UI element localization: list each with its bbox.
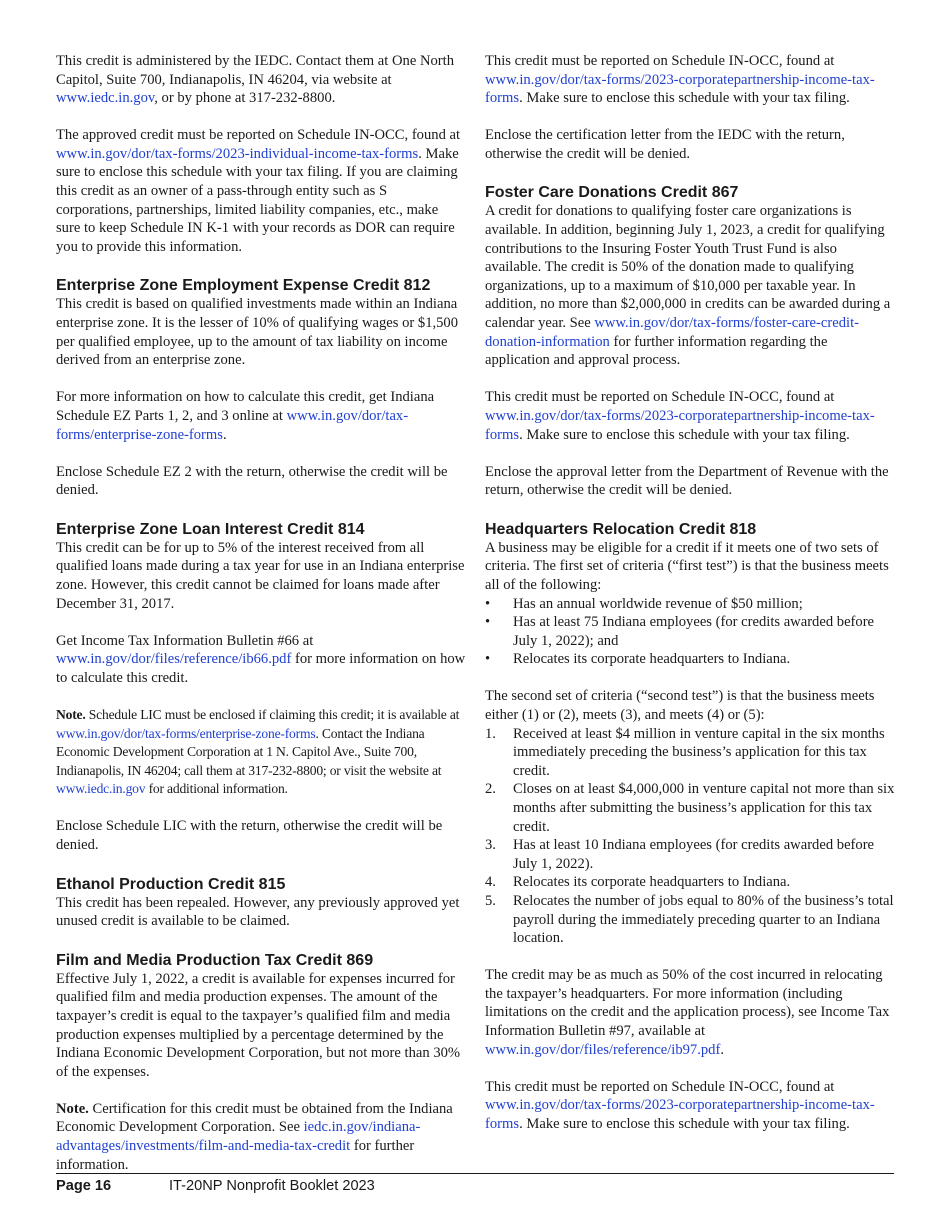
foster-care-link[interactable]: www.in.gov/dor/tax-forms/foster-care-credit-donation-information	[485, 315, 859, 350]
top-report-paragraph	[485, 52, 895, 108]
iedc-link-2[interactable]: www.iedc.in.gov	[56, 781, 146, 797]
text: Certification for this credit must be obtained from the Indiana Economic Development Corporation. See	[56, 1100, 453, 1136]
page-number: Page 16	[56, 1178, 112, 1194]
foster-p1	[485, 202, 895, 369]
text: This credit must be reported on Schedule IN-OCC, found at	[485, 53, 835, 69]
text: The approved credit must be reported on Schedule IN-OCC, found at	[56, 127, 461, 144]
text: for more information on how to calculate this credit.	[56, 651, 466, 686]
list-item	[485, 892, 895, 948]
text: Relocates its corporate headquarters to Indiana.	[513, 874, 791, 891]
text: . Make sure to enclose this schedule with your tax filing.	[519, 1115, 850, 1132]
text: Get Income Tax Information Bulletin #66 at	[56, 632, 314, 649]
text: Schedule LIC must be enclosed if claiming this credit; it is available at	[85, 706, 460, 722]
list-item	[485, 780, 895, 836]
corporate-partnership-forms-link-2[interactable]: www.in.gov/dor/tax-forms/2023-corporatepartnership-income-tax-forms	[485, 407, 875, 443]
ez-employment-p3: Enclose Schedule EZ 2 with the return, otherwise the credit will be denied.	[56, 463, 448, 499]
text: . Contact the Indiana Economic Development Corporation at 1 N. Capitol Ave., Suite 700, Indianapolis, IN 46204; call them at 317-232-8800; or visit the website at	[56, 725, 442, 778]
ib97-link[interactable]: www.in.gov/dor/files/reference/ib97.pdf	[485, 1041, 721, 1058]
text: This credit must be reported on Schedule IN-OCC, found at	[485, 1078, 835, 1095]
text: This credit is administered by the IEDC. Contact them at One North Capitol, Suite 700, Indianapolis, IN 46204, via website at	[56, 53, 454, 88]
hq-p2: The second set of criteria (“second test”) is that the business meets either (1) or (2), meets (3), and meets (4) or (5):	[485, 688, 875, 724]
ez-loan-note	[56, 706, 466, 799]
foster-heading: Foster Care Donations Credit 867	[485, 184, 739, 202]
note-label: Note.	[56, 706, 86, 722]
enterprise-zone-forms-link[interactable]: www.in.gov/dor/tax-forms/enterprise-zone-forms	[56, 407, 409, 443]
list-item	[485, 595, 895, 614]
corporate-partnership-forms-link[interactable]: www.in.gov/dor/tax-forms/2023-corporatepartnership-income-tax-forms	[485, 71, 875, 107]
film-note	[56, 1100, 466, 1174]
text: , or by phone at 317-232-8800.	[154, 90, 336, 107]
page-footer	[56, 1177, 375, 1195]
ez-loan-p1: This credit can be for up to 5% of the interest received from all qualified loans made during a tax year for use in an Indiana enterprise zone. However, this credit cannot be claimed for loans made after December 31, 2017.	[56, 539, 465, 612]
hq-p1: A business may be eligible for a credit if it meets one of two sets of criteria. The first set of criteria (“first test”) is that the business meets all of the following:	[485, 539, 889, 593]
text: for additional information.	[145, 781, 288, 797]
bullet-icon: •	[485, 614, 491, 631]
list-item	[485, 836, 895, 873]
second-test-list	[485, 725, 895, 948]
hq-p3	[485, 966, 895, 1059]
text: The credit may be as much as 50% of the cost incurred in relocating the taxpayer’s headquarters. For more information (including limitations on the credit and the application process), see Income Tax Information Bulletin #97, available at	[485, 967, 890, 1040]
ez-employment-p1: This credit is based on qualified investments made within an Indiana enterprise zone. It is the lesser of 10% of qualifying wages or $1,500 per qualified employee, up to the amount of tax liability on income derived from an enterprise zone.	[56, 296, 459, 369]
left-column	[56, 52, 466, 1193]
number: 2.	[485, 781, 496, 798]
number: 5.	[485, 892, 496, 909]
foster-p3: Enclose the approval letter from the Department of Revenue with the return, otherwise the credit will be denied.	[485, 463, 889, 499]
booklet-title: IT-20NP Nonprofit Booklet 2023	[169, 1178, 375, 1194]
text: for further information regarding the application and approval process.	[485, 333, 828, 369]
iedc-admin-paragraph	[56, 52, 466, 108]
list-item	[485, 613, 895, 650]
text: This credit must be reported on Schedule IN-OCC, found at	[485, 389, 835, 406]
hq-heading: Headquarters Relocation Credit 818	[485, 520, 757, 538]
text: Has at least 75 Indiana employees (for credits awarded before July 1, 2022); and	[513, 614, 875, 649]
ethanol-p1: This credit has been repealed. However, any previously approved yet unused credit is available to be claimed.	[56, 894, 460, 930]
list-item	[485, 650, 895, 669]
list-item	[485, 725, 895, 781]
text: A credit for donations to qualifying foster care organizations is available. In addition, beginning July 1, 2023, a credit for qualifying contributions to the Insuring Foster Youth Trust Fund is also available. The credit is 50% of the donation made to qualifying organizations, up to a maximum of $10,000 per taxable year. In addition, no more than $2,000,000 in credits can be awarded during a calendar year. See	[485, 203, 891, 332]
text: Has at least 10 Indiana employees (for credits awarded before July 1, 2022).	[513, 837, 875, 872]
right-column	[485, 52, 895, 1152]
note-label: Note.	[56, 1100, 89, 1117]
film-heading: Film and Media Production Tax Credit 869	[56, 951, 374, 969]
text: . Make sure to enclose this schedule with your tax filing.	[519, 426, 850, 443]
footer-divider	[56, 1173, 894, 1174]
ez-loan-p2	[56, 632, 466, 688]
text: . Make sure to enclose this schedule with your tax filing.	[519, 90, 850, 107]
bullet-icon: •	[485, 595, 491, 612]
enterprise-zone-forms-link-2[interactable]: www.in.gov/dor/tax-forms/enterprise-zone-forms	[56, 725, 316, 741]
ez-employment-p2	[56, 388, 466, 444]
list-item	[485, 873, 895, 892]
corporate-partnership-forms-link-3[interactable]: www.in.gov/dor/tax-forms/2023-corporatepartnership-income-tax-forms	[485, 1097, 875, 1132]
text: .	[222, 426, 227, 443]
ethanol-heading: Ethanol Production Credit 815	[56, 875, 286, 893]
number: 1.	[485, 725, 496, 742]
film-p1: Effective July 1, 2022, a credit is available for expenses incurred for qualified film and media production expenses. The amount of the taxpayer’s credit is equal to the taxpayer’s qualified film and media production expenses multiplied by a percentage determined by the Indiana Economic Development Corporation, but not more than 30% of the expenses.	[56, 970, 461, 1080]
text: . Make sure to enclose this schedule with your tax filing. If you are claiming this credit as an owner of a pass-through entity such as S corporations, partnerships, limited liability companies, etc., make sure to keep Schedule IN K-1 with your records as DOR can require you to provide this information.	[56, 145, 459, 255]
text: Relocates the number of jobs equal to 80% of the business’s total payroll during the immediately preceding quarter to an Indiana location.	[513, 892, 894, 947]
text: Received at least $4 million in venture capital in the six months immediately preceding the business’s application for this tax credit.	[513, 725, 885, 779]
bullet-icon: •	[485, 651, 491, 668]
text: Closes on at least $4,000,000 in venture capital not more than six months after submitting the business’s application for this tax credit.	[513, 781, 895, 835]
ib66-link[interactable]: www.in.gov/dor/files/reference/ib66.pdf	[56, 651, 292, 668]
number: 3.	[485, 837, 496, 854]
individual-income-tax-forms-link[interactable]: www.in.gov/dor/tax-forms/2023-individual-income-tax-forms	[56, 145, 419, 162]
ez-loan-p4: Enclose Schedule LIC with the return, otherwise the credit will be denied.	[56, 818, 443, 853]
film-media-credit-link[interactable]: iedc.in.gov/indiana-advantages/investments/film-and-media-tax-credit	[56, 1119, 421, 1155]
ez-loan-heading: Enterprise Zone Loan Interest Credit 814	[56, 520, 365, 538]
text: for further information.	[56, 1138, 415, 1173]
iedc-link[interactable]: www.iedc.in.gov	[56, 90, 155, 107]
text: .	[720, 1041, 724, 1058]
first-test-list	[485, 595, 895, 669]
number: 4.	[485, 874, 496, 891]
text: Has an annual worldwide revenue of $50 million;	[513, 595, 803, 612]
hq-p4	[485, 1078, 895, 1134]
text: Relocates its corporate headquarters to Indiana.	[513, 651, 791, 668]
approved-credit-paragraph	[56, 126, 466, 256]
foster-p2	[485, 388, 895, 444]
ez-employment-heading: Enterprise Zone Employment Expense Credit 812	[56, 277, 431, 295]
top-cert-paragraph: Enclose the certification letter from the IEDC with the return, otherwise the credit will be denied.	[485, 127, 845, 162]
text: For more information on how to calculate this credit, get Indiana Schedule EZ Parts 1, 2, and 3 online at	[56, 389, 435, 424]
